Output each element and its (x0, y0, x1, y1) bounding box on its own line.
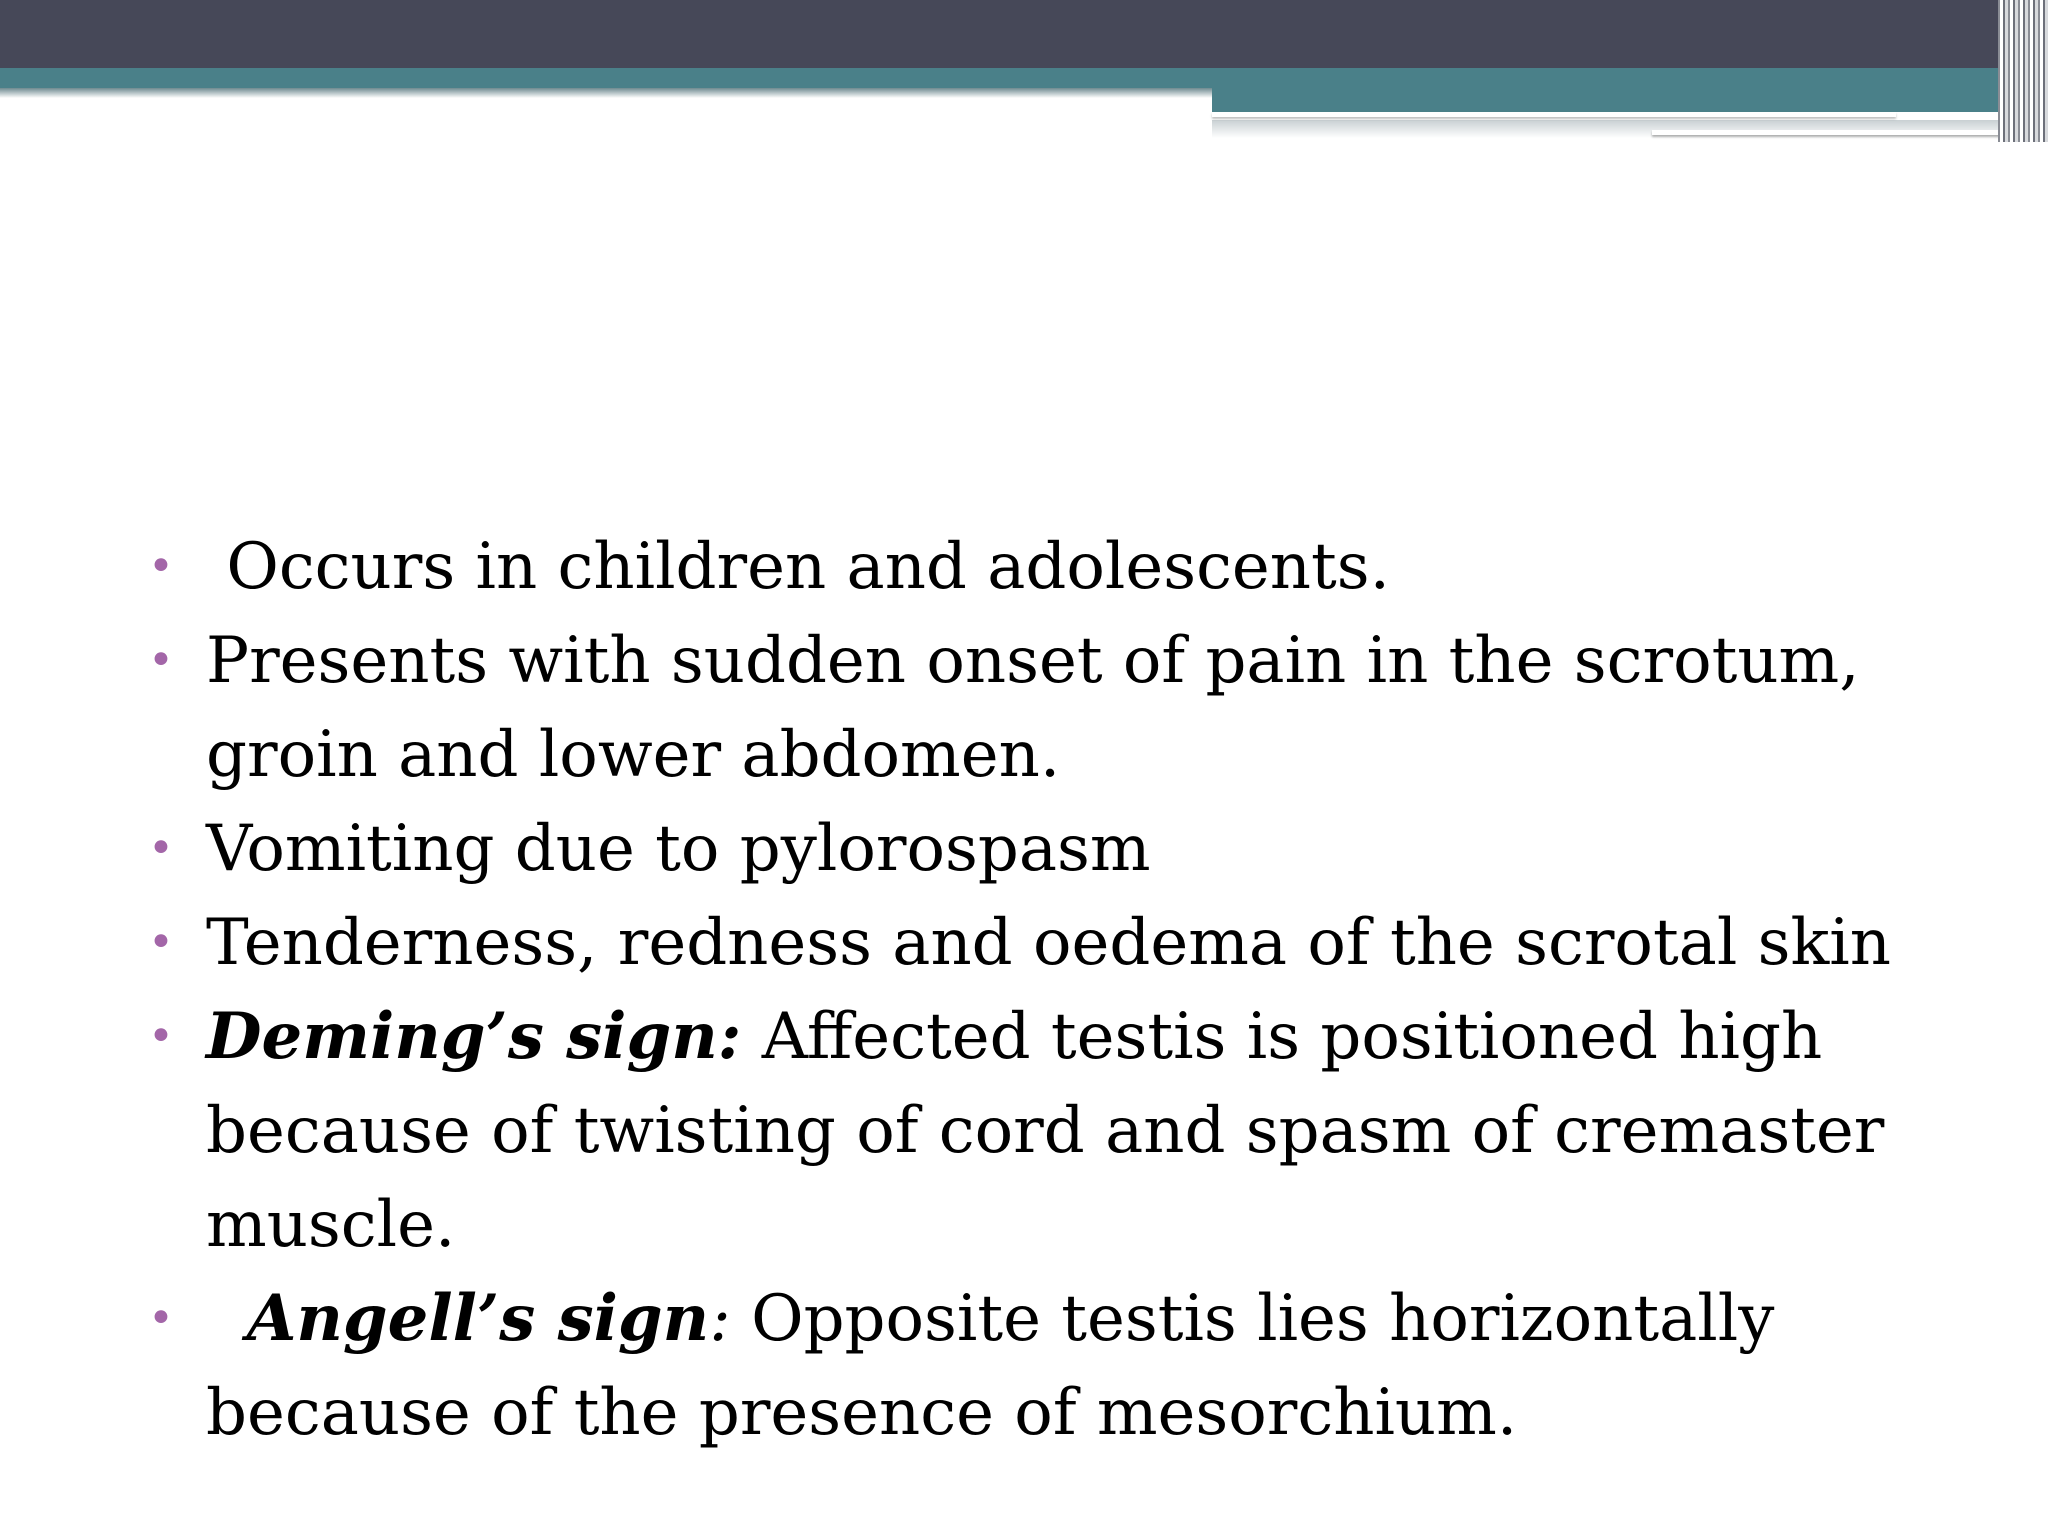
angells-sign-term: Angell’s sign (246, 1281, 710, 1356)
list-item (148, 802, 1938, 896)
header-stripes (1998, 0, 2048, 142)
header-accent-line (1212, 112, 1896, 117)
list-item (148, 520, 1938, 614)
header-teal-extension (1212, 84, 2012, 112)
bullet-icon: • (148, 1011, 174, 1062)
bullet-icon: • (148, 541, 174, 592)
bullet-text: Presents with sudden onset of pain in the scrotum, groin and lower abdomen. (206, 624, 1860, 792)
term-colon: : (709, 1282, 731, 1356)
list-item (148, 1272, 1938, 1460)
list-item (148, 896, 1938, 990)
bullet-text: Occurs in children and adolescents. (206, 530, 1390, 604)
header-shadow (0, 88, 1212, 98)
bullet-icon: • (148, 823, 174, 874)
bullet-icon: • (148, 635, 174, 686)
bullet-text: Affected testis is positioned high because of twisting of cord and spasm of cremaster muscle. (206, 1000, 1885, 1262)
list-item (148, 614, 1938, 802)
list-item (148, 990, 1938, 1272)
bullet-text: Tenderness, redness and oedema of the scrotal skin (206, 906, 1891, 980)
bullet-icon: • (148, 1293, 174, 1344)
header-line-shadow (1212, 120, 2012, 138)
slide-body (148, 520, 1938, 1460)
header-accent-line-short (1652, 130, 2012, 135)
bullet-indent (206, 1282, 247, 1356)
bullet-text: Vomiting due to pylorospasm (206, 812, 1151, 886)
bullet-icon: • (148, 917, 174, 968)
bullet-text: Opposite testis lies horizontally because of the presence of mesorchium. (206, 1282, 1775, 1450)
bullet-list (148, 520, 1938, 1460)
demings-sign-term: Deming’s sign: (206, 999, 742, 1074)
header-dark-bar (0, 0, 2048, 68)
